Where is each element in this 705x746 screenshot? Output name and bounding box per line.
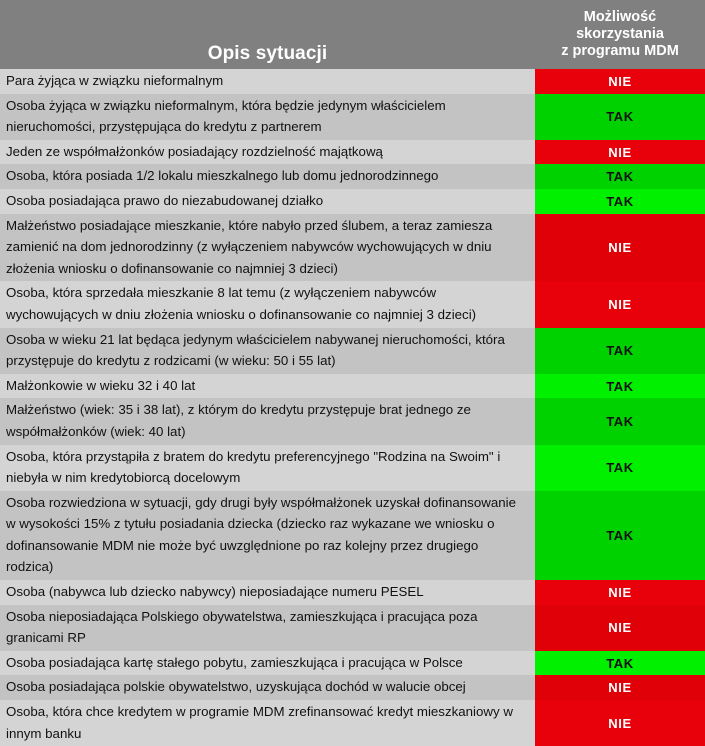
row-answer-badge <box>535 164 705 189</box>
table-header <box>0 0 705 69</box>
row-answer-label: TAK <box>606 655 634 671</box>
row-answer-badge <box>535 69 705 94</box>
row-answer-label: TAK <box>606 193 634 209</box>
header-row <box>0 0 705 69</box>
row-answer-label: TAK <box>606 413 634 429</box>
column-header-description: Opis sytuacji <box>0 0 535 69</box>
row-answer-label: TAK <box>606 169 634 185</box>
row-answer-badge <box>535 94 705 140</box>
table-row <box>0 491 705 580</box>
row-answer-label: NIE <box>608 144 632 160</box>
column-header-answer <box>535 0 705 69</box>
row-description: Jeden ze współmałżonków posiadający rozdzielność majątkową <box>0 140 535 165</box>
table-row <box>0 445 705 491</box>
row-description: Osoba, która sprzedała mieszkanie 8 lat temu (z wyłączeniem nabywców wychowujących w dniu złożenia wniosku o dofinansowanie co najmniej 3 dzieci) <box>0 281 535 327</box>
row-description: Osoba, która przystąpiła z bratem do kredytu preferencyjnego "Rodzina na Swoim" i niebyła w nim kredytobiorcą docelowym <box>0 445 535 491</box>
row-description: Osoba, która posiada 1/2 lokalu mieszkalnego lub domu jednorodzinnego <box>0 164 535 189</box>
row-answer-badge <box>535 580 705 605</box>
column-header-answer-line-3: z programu MDM <box>561 43 679 59</box>
row-answer-badge <box>535 281 705 327</box>
row-description: Osoba posiadająca kartę stałego pobytu, zamieszkująca i pracująca w Polsce <box>0 651 535 676</box>
row-answer-badge <box>535 189 705 214</box>
row-answer-badge <box>535 328 705 374</box>
row-description: Małżeństwo posiadające mieszkanie, które nabyło przed ślubem, a teraz zamiesza zamienić na dom jednorodzinny (z wyłączeniem nabywców wychowujących w dniu złożenia wniosku o dofinansowanie co najmniej 3 dzieci) <box>0 214 535 282</box>
row-answer-label: NIE <box>608 584 632 600</box>
row-description: Małżeństwo (wiek: 35 i 38 lat), z którym do kredytu przystępuje brat jednego ze współmałżonków (wiek: 40 lat) <box>0 398 535 444</box>
row-answer-badge <box>535 491 705 580</box>
row-answer-label: TAK <box>606 460 634 476</box>
row-description: Osoba, która chce kredytem w programie MDM zrefinansować kredyt mieszkaniowy w innym banku <box>0 700 535 746</box>
row-answer-label: NIE <box>608 73 632 89</box>
row-answer-label: TAK <box>606 527 634 543</box>
row-answer-badge <box>535 675 705 700</box>
row-answer-label: TAK <box>606 109 634 125</box>
table-row <box>0 281 705 327</box>
row-description: Para żyjąca w związku nieformalnym <box>0 69 535 94</box>
table-row <box>0 651 705 676</box>
table-row <box>0 374 705 399</box>
table-row <box>0 189 705 214</box>
column-header-answer-line-1: Możliwość <box>583 9 657 25</box>
table-row <box>0 605 705 651</box>
row-answer-badge <box>535 605 705 651</box>
row-answer-label: NIE <box>608 680 632 696</box>
row-answer-label: TAK <box>606 343 634 359</box>
table-row <box>0 164 705 189</box>
table-row <box>0 580 705 605</box>
table-row <box>0 94 705 140</box>
row-answer-badge <box>535 445 705 491</box>
row-description: Osoba posiadająca prawo do niezabudowanej działko <box>0 189 535 214</box>
row-answer-badge <box>535 700 705 746</box>
row-description: Osoba nieposiadająca Polskiego obywatelstwa, zamieszkująca i pracująca poza granicami RP <box>0 605 535 651</box>
row-answer-label: NIE <box>608 620 632 636</box>
row-description: Osoba posiadająca polskie obywatelstwo, uzyskująca dochód w walucie obcej <box>0 675 535 700</box>
table-body <box>0 69 705 746</box>
row-description: Małżonkowie w wieku 32 i 40 lat <box>0 374 535 399</box>
row-answer-label: NIE <box>608 715 632 731</box>
row-description: Osoba żyjąca w związku nieformalnym, która będzie jedynym właścicielem nieruchomości, przystępująca do kredytu z partnerem <box>0 94 535 140</box>
row-answer-label: NIE <box>608 239 632 255</box>
table-row <box>0 214 705 282</box>
row-description: Osoba w wieku 21 lat będąca jedynym właścicielem nabywanej nieruchomości, która przystępuje do kredytu z rodzicami (w wieku: 50 i 55 lat) <box>0 328 535 374</box>
table-row <box>0 675 705 700</box>
row-answer-badge <box>535 398 705 444</box>
row-description: Osoba (nabywca lub dziecko nabywcy) nieposiadające numeru PESEL <box>0 580 535 605</box>
table-row <box>0 398 705 444</box>
row-description: Osoba rozwiedziona w sytuacji, gdy drugi były współmałżonek uzyskał dofinansowanie w wysokości 15% z tytułu posiadania dziecka (dziecko raz wykazane we wniosku o dofinansowanie MDM nie może być uwzględnione po raz kolejny przez drugiego rodzica) <box>0 491 535 580</box>
table-row <box>0 69 705 94</box>
table-row <box>0 140 705 165</box>
row-answer-badge <box>535 140 705 165</box>
row-answer-badge <box>535 374 705 399</box>
table-row <box>0 700 705 746</box>
column-header-answer-line-2: skorzystania <box>576 26 664 42</box>
row-answer-badge <box>535 214 705 282</box>
row-answer-label: TAK <box>606 378 634 394</box>
table-row <box>0 328 705 374</box>
row-answer-label: NIE <box>608 296 632 312</box>
row-answer-badge <box>535 651 705 676</box>
